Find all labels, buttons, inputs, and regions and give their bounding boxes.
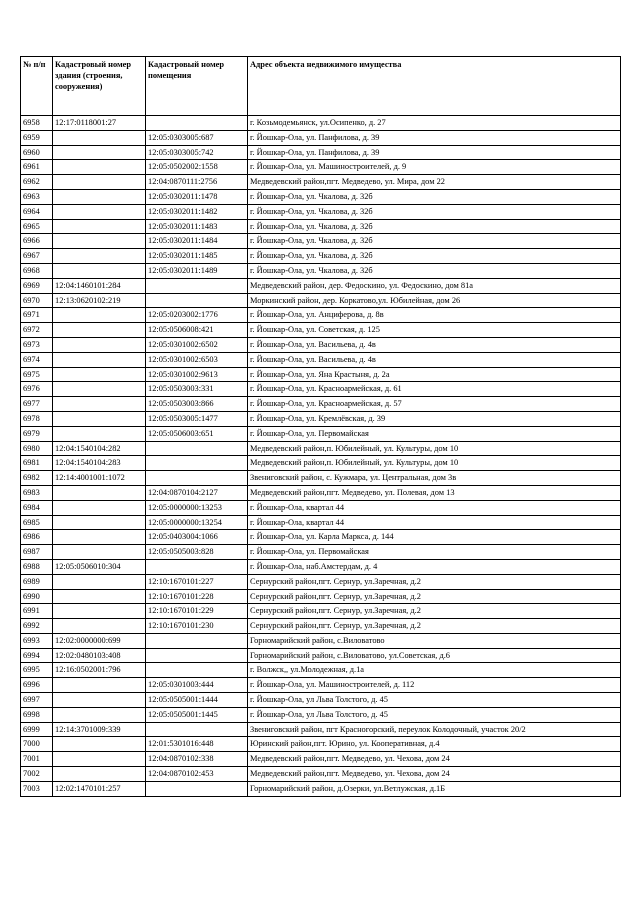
premises-cadastral-cell: 12:05:0502002:1558 — [146, 160, 248, 175]
row-number-cell: 7003 — [21, 781, 53, 796]
row-number-cell: 6971 — [21, 308, 53, 323]
premises-cadastral-cell: 12:05:0302011:1484 — [146, 234, 248, 249]
address-cell: г. Йошкар-Ола, квартал 44 — [248, 515, 621, 530]
table-body — [21, 116, 621, 797]
table-row — [21, 752, 621, 767]
premises-cadastral-cell: 12:05:0503005:1477 — [146, 411, 248, 426]
premises-cadastral-cell: 12:04:0870104:2127 — [146, 485, 248, 500]
address-cell: Горномарийский район, с.Виловатово — [248, 633, 621, 648]
address-cell: г. Козьмодемьянск, ул.Осипенко, д. 27 — [248, 116, 621, 131]
row-number-cell: 6968 — [21, 263, 53, 278]
address-cell: г. Йошкар-Ола, ул. Панфилова, д. 39 — [248, 145, 621, 160]
premises-cadastral-cell: 12:05:0505001:1444 — [146, 693, 248, 708]
building-cadastral-cell — [53, 352, 146, 367]
address-cell: Медведевский район,п. Юбилейный, ул. Культуры, дом 10 — [248, 441, 621, 456]
premises-cadastral-cell — [146, 293, 248, 308]
address-cell: Звениговский район, пгт Красногорский, переулок Колодочный, участок 20/2 — [248, 722, 621, 737]
address-cell: г. Йошкар-Ола, ул. Первомайская — [248, 545, 621, 560]
address-cell: г. Йошкар-Ола, ул. Красноармейская, д. 57 — [248, 397, 621, 412]
address-cell: г. Волжск,, ул.Молодежная, д.1а — [248, 663, 621, 678]
building-cadastral-cell — [53, 707, 146, 722]
address-cell: Горномарийский район, с.Виловатово, ул.Советская, д.6 — [248, 648, 621, 663]
address-cell: Сернурский район,пгт. Сернур, ул.Заречная, д.2 — [248, 619, 621, 634]
row-number-cell: 6991 — [21, 604, 53, 619]
building-cadastral-cell: 12:02:1470101:257 — [53, 781, 146, 796]
address-cell: г. Йошкар-Ола, ул. Васильева, д. 4в — [248, 337, 621, 352]
building-cadastral-cell — [53, 234, 146, 249]
premises-cadastral-cell — [146, 471, 248, 486]
row-number-cell: 6999 — [21, 722, 53, 737]
table-row — [21, 175, 621, 190]
address-cell: г. Йошкар-Ола, ул. Машиностроителей, д. 9 — [248, 160, 621, 175]
building-cadastral-cell — [53, 145, 146, 160]
address-cell: г. Йошкар-Ола, ул. Карла Маркса, д. 144 — [248, 530, 621, 545]
building-cadastral-cell — [53, 367, 146, 382]
table-row — [21, 781, 621, 796]
row-number-cell: 6972 — [21, 323, 53, 338]
premises-cadastral-cell: 12:10:1670101:230 — [146, 619, 248, 634]
building-cadastral-cell — [53, 323, 146, 338]
premises-cadastral-cell: 12:05:0302011:1478 — [146, 189, 248, 204]
address-cell: Медведевский район,п. Юбилейный, ул. Культуры, дом 10 — [248, 456, 621, 471]
row-number-cell: 6988 — [21, 559, 53, 574]
header-row-number: № п/п — [21, 57, 53, 116]
premises-cadastral-cell — [146, 648, 248, 663]
row-number-cell: 6978 — [21, 411, 53, 426]
table-row — [21, 130, 621, 145]
address-cell: г. Йошкар-Ола, ул. Советская, д. 125 — [248, 323, 621, 338]
row-number-cell: 6958 — [21, 116, 53, 131]
address-cell: г. Йошкар-Ола, ул. Чкалова, д. 32б — [248, 234, 621, 249]
building-cadastral-cell: 12:05:0506010:304 — [53, 559, 146, 574]
address-cell: Моркинский район, дер. Коркатово,ул. Юбилейная, дом 26 — [248, 293, 621, 308]
premises-cadastral-cell: 12:04:0870111:2756 — [146, 175, 248, 190]
building-cadastral-cell — [53, 485, 146, 500]
address-cell: Медведевский район,пгт. Медведево, ул. Чехова, дом 24 — [248, 752, 621, 767]
premises-cadastral-cell: 12:04:0870102:338 — [146, 752, 248, 767]
table-row — [21, 382, 621, 397]
address-cell: Юринский район,пгт. Юрино, ул. Кооперативная, д.4 — [248, 737, 621, 752]
table-row — [21, 737, 621, 752]
row-number-cell: 6974 — [21, 352, 53, 367]
table-row — [21, 485, 621, 500]
table-row — [21, 604, 621, 619]
building-cadastral-cell — [53, 604, 146, 619]
premises-cadastral-cell: 12:04:0870102:453 — [146, 767, 248, 782]
building-cadastral-cell: 12:16:0502001:796 — [53, 663, 146, 678]
building-cadastral-cell — [53, 500, 146, 515]
table-row — [21, 663, 621, 678]
building-cadastral-cell — [53, 530, 146, 545]
building-cadastral-cell — [53, 767, 146, 782]
header-property-address: Адрес объекта недвижимого имущества — [248, 57, 621, 116]
table-row — [21, 633, 621, 648]
address-cell: г. Йошкар-Ола, ул. Анциферова, д. 8в — [248, 308, 621, 323]
address-cell: г. Йошкар-Ола, наб.Амстердам, д. 4 — [248, 559, 621, 574]
table-row — [21, 515, 621, 530]
table-row — [21, 648, 621, 663]
header-building-cadastral-number: Кадастровый номер здания (строения, сооружения) — [53, 57, 146, 116]
table-row — [21, 722, 621, 737]
premises-cadastral-cell: 12:05:0301002:9613 — [146, 367, 248, 382]
address-cell: Сернурский район,пгт. Сернур, ул.Заречная, д.2 — [248, 604, 621, 619]
table-row — [21, 767, 621, 782]
address-cell: г. Йошкар-Ола, ул. Чкалова, д. 32б — [248, 263, 621, 278]
premises-cadastral-cell: 12:05:0302011:1489 — [146, 263, 248, 278]
row-number-cell: 6976 — [21, 382, 53, 397]
table-row — [21, 530, 621, 545]
building-cadastral-cell — [53, 204, 146, 219]
address-cell: г. Йошкар-Ола, ул. Панфилова, д. 39 — [248, 130, 621, 145]
premises-cadastral-cell — [146, 633, 248, 648]
table-row — [21, 707, 621, 722]
premises-cadastral-cell: 12:05:0302011:1483 — [146, 219, 248, 234]
row-number-cell: 6997 — [21, 693, 53, 708]
building-cadastral-cell: 12:04:1540104:282 — [53, 441, 146, 456]
building-cadastral-cell — [53, 411, 146, 426]
row-number-cell: 7001 — [21, 752, 53, 767]
premises-cadastral-cell: 12:05:0506003:651 — [146, 426, 248, 441]
row-number-cell: 7002 — [21, 767, 53, 782]
table-row — [21, 545, 621, 560]
table-row — [21, 441, 621, 456]
table-row — [21, 160, 621, 175]
building-cadastral-cell — [53, 337, 146, 352]
premises-cadastral-cell: 12:10:1670101:229 — [146, 604, 248, 619]
address-cell: г. Йошкар-Ола, ул Льва Толстого, д. 45 — [248, 693, 621, 708]
address-cell: г. Йошкар-Ола, ул. Кремлёвская, д. 39 — [248, 411, 621, 426]
table-row — [21, 589, 621, 604]
address-cell: г. Йошкар-Ола, ул. Яна Крастыня, д. 2а — [248, 367, 621, 382]
address-cell: г. Йошкар-Ола, ул. Чкалова, д. 32б — [248, 249, 621, 264]
row-number-cell: 6977 — [21, 397, 53, 412]
premises-cadastral-cell — [146, 441, 248, 456]
row-number-cell: 6982 — [21, 471, 53, 486]
premises-cadastral-cell: 12:05:0301002:6502 — [146, 337, 248, 352]
premises-cadastral-cell — [146, 781, 248, 796]
row-number-cell: 6970 — [21, 293, 53, 308]
table-row — [21, 116, 621, 131]
address-cell: г. Йошкар-Ола, ул. Чкалова, д. 32б — [248, 189, 621, 204]
table-row — [21, 367, 621, 382]
row-number-cell: 6983 — [21, 485, 53, 500]
row-number-cell: 6961 — [21, 160, 53, 175]
row-number-cell: 6969 — [21, 278, 53, 293]
address-cell: г. Йошкар-Ола, ул. Первомайская — [248, 426, 621, 441]
address-cell: Медведевский район,пгт. Медведево, ул. Чехова, дом 24 — [248, 767, 621, 782]
row-number-cell: 6992 — [21, 619, 53, 634]
building-cadastral-cell: 12:17:0118001:27 — [53, 116, 146, 131]
row-number-cell: 6963 — [21, 189, 53, 204]
table-row — [21, 456, 621, 471]
building-cadastral-cell: 12:04:1460101:284 — [53, 278, 146, 293]
address-cell: г. Йошкар-Ола, ул. Красноармейская, д. 61 — [248, 382, 621, 397]
row-number-cell: 6981 — [21, 456, 53, 471]
row-number-cell: 6965 — [21, 219, 53, 234]
row-number-cell: 6966 — [21, 234, 53, 249]
premises-cadastral-cell: 12:05:0000000:13254 — [146, 515, 248, 530]
row-number-cell: 6998 — [21, 707, 53, 722]
premises-cadastral-cell: 12:05:0303005:687 — [146, 130, 248, 145]
table-row — [21, 293, 621, 308]
row-number-cell: 6960 — [21, 145, 53, 160]
header-row — [21, 57, 621, 116]
premises-cadastral-cell — [146, 116, 248, 131]
table-row — [21, 411, 621, 426]
row-number-cell: 6996 — [21, 678, 53, 693]
building-cadastral-cell — [53, 678, 146, 693]
address-cell: Медведевский район,пгт. Медведево, ул. Мира, дом 22 — [248, 175, 621, 190]
building-cadastral-cell: 12:13:0620102:219 — [53, 293, 146, 308]
premises-cadastral-cell: 12:05:0505003:828 — [146, 545, 248, 560]
row-number-cell: 6994 — [21, 648, 53, 663]
table-row — [21, 559, 621, 574]
table-row — [21, 234, 621, 249]
table-row — [21, 323, 621, 338]
address-cell: Сернурский район,пгт. Сернур, ул.Заречная, д.2 — [248, 574, 621, 589]
row-number-cell: 6964 — [21, 204, 53, 219]
address-cell: Сернурский район,пгт. Сернур, ул.Заречная, д.2 — [248, 589, 621, 604]
row-number-cell: 6962 — [21, 175, 53, 190]
row-number-cell: 7000 — [21, 737, 53, 752]
premises-cadastral-cell: 12:05:0503003:331 — [146, 382, 248, 397]
premises-cadastral-cell: 12:05:0303005:742 — [146, 145, 248, 160]
table-row — [21, 574, 621, 589]
table-row — [21, 678, 621, 693]
building-cadastral-cell — [53, 737, 146, 752]
row-number-cell: 6985 — [21, 515, 53, 530]
premises-cadastral-cell — [146, 663, 248, 678]
building-cadastral-cell: 12:02:0480103:408 — [53, 648, 146, 663]
table-row — [21, 426, 621, 441]
header-premises-cadastral-number: Кадастровый номер помещения — [146, 57, 248, 116]
row-number-cell: 6959 — [21, 130, 53, 145]
row-number-cell: 6989 — [21, 574, 53, 589]
building-cadastral-cell — [53, 397, 146, 412]
table-row — [21, 278, 621, 293]
row-number-cell: 6984 — [21, 500, 53, 515]
row-number-cell: 6973 — [21, 337, 53, 352]
table-row — [21, 619, 621, 634]
premises-cadastral-cell: 12:05:0203002:1776 — [146, 308, 248, 323]
address-cell: г. Йошкар-Ола, ул. Васильева, д. 4в — [248, 352, 621, 367]
address-cell: Звениговский район, с. Кужмара, ул. Центральная, дом 3в — [248, 471, 621, 486]
building-cadastral-cell: 12:04:1540104:283 — [53, 456, 146, 471]
premises-cadastral-cell: 12:05:0301003:444 — [146, 678, 248, 693]
address-cell: г. Йошкар-Ола, ул. Чкалова, д. 32б — [248, 219, 621, 234]
row-number-cell: 6980 — [21, 441, 53, 456]
building-cadastral-cell — [53, 589, 146, 604]
premises-cadastral-cell — [146, 559, 248, 574]
premises-cadastral-cell: 12:05:0000000:13253 — [146, 500, 248, 515]
address-cell: Горномарийский район, д.Озерки, ул.Ветлужская, д.1Б — [248, 781, 621, 796]
premises-cadastral-cell: 12:05:0302011:1485 — [146, 249, 248, 264]
address-cell: г. Йошкар-Ола, ул Льва Толстого, д. 45 — [248, 707, 621, 722]
building-cadastral-cell: 12:14:3701009:339 — [53, 722, 146, 737]
address-cell: г. Йошкар-Ола, ул. Чкалова, д. 32б — [248, 204, 621, 219]
building-cadastral-cell — [53, 249, 146, 264]
table-row — [21, 397, 621, 412]
table-row — [21, 189, 621, 204]
address-cell: Медведевский район, дер. Федоскино, ул. Федоскино, дом 81а — [248, 278, 621, 293]
building-cadastral-cell — [53, 574, 146, 589]
row-number-cell: 6967 — [21, 249, 53, 264]
premises-cadastral-cell: 12:05:0302011:1482 — [146, 204, 248, 219]
premises-cadastral-cell: 12:10:1670101:228 — [146, 589, 248, 604]
address-cell: Медведевский район,пгт. Медведево, ул. Полевая, дом 13 — [248, 485, 621, 500]
table-row — [21, 471, 621, 486]
row-number-cell: 6987 — [21, 545, 53, 560]
building-cadastral-cell — [53, 426, 146, 441]
table-row — [21, 308, 621, 323]
table-row — [21, 693, 621, 708]
building-cadastral-cell — [53, 308, 146, 323]
property-registry-table — [20, 56, 621, 797]
address-cell: г. Йошкар-Ола, ул. Машиностроителей, д. 112 — [248, 678, 621, 693]
building-cadastral-cell — [53, 515, 146, 530]
table-row — [21, 204, 621, 219]
premises-cadastral-cell — [146, 456, 248, 471]
table-row — [21, 145, 621, 160]
building-cadastral-cell — [53, 545, 146, 560]
building-cadastral-cell: 12:02:0000000:699 — [53, 633, 146, 648]
table-row — [21, 263, 621, 278]
premises-cadastral-cell: 12:10:1670101:227 — [146, 574, 248, 589]
table-row — [21, 337, 621, 352]
row-number-cell: 6975 — [21, 367, 53, 382]
premises-cadastral-cell — [146, 278, 248, 293]
premises-cadastral-cell: 12:05:0503003:866 — [146, 397, 248, 412]
table-row — [21, 249, 621, 264]
building-cadastral-cell — [53, 619, 146, 634]
row-number-cell: 6995 — [21, 663, 53, 678]
table-row — [21, 500, 621, 515]
table-header — [21, 57, 621, 116]
address-cell: г. Йошкар-Ола, квартал 44 — [248, 500, 621, 515]
table-row — [21, 219, 621, 234]
row-number-cell: 6979 — [21, 426, 53, 441]
premises-cadastral-cell: 12:05:0506008:421 — [146, 323, 248, 338]
building-cadastral-cell — [53, 693, 146, 708]
building-cadastral-cell — [53, 219, 146, 234]
building-cadastral-cell — [53, 130, 146, 145]
premises-cadastral-cell — [146, 722, 248, 737]
row-number-cell: 6986 — [21, 530, 53, 545]
row-number-cell: 6990 — [21, 589, 53, 604]
building-cadastral-cell — [53, 382, 146, 397]
building-cadastral-cell — [53, 189, 146, 204]
building-cadastral-cell — [53, 263, 146, 278]
building-cadastral-cell — [53, 752, 146, 767]
premises-cadastral-cell: 12:05:0505001:1445 — [146, 707, 248, 722]
premises-cadastral-cell: 12:01:5301016:448 — [146, 737, 248, 752]
building-cadastral-cell — [53, 160, 146, 175]
premises-cadastral-cell: 12:05:0403004:1066 — [146, 530, 248, 545]
table-row — [21, 352, 621, 367]
building-cadastral-cell — [53, 175, 146, 190]
premises-cadastral-cell: 12:05:0301002:6503 — [146, 352, 248, 367]
row-number-cell: 6993 — [21, 633, 53, 648]
building-cadastral-cell: 12:14:4001001:1072 — [53, 471, 146, 486]
